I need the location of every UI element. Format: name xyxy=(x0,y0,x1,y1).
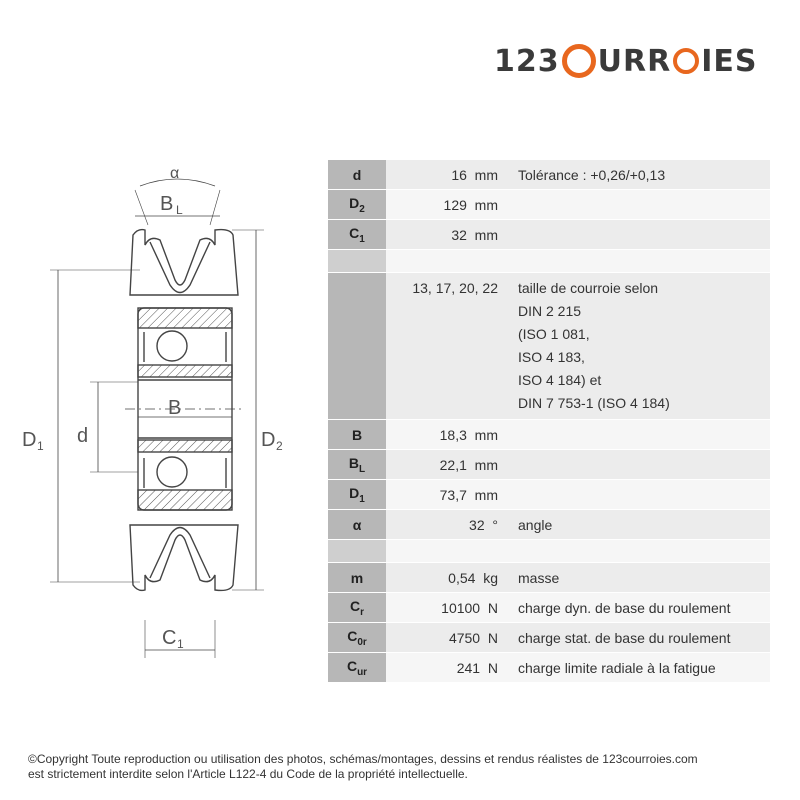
spec-value xyxy=(386,653,508,683)
spec-key-subscript: ur xyxy=(357,666,368,678)
spec-value-text: 10100 xyxy=(441,599,481,616)
specification-table xyxy=(328,160,770,683)
spec-row xyxy=(328,160,770,190)
pulley-bearing-drawing xyxy=(20,150,310,670)
label-bl-sub: L xyxy=(176,203,183,217)
label-d: d xyxy=(77,425,89,447)
spec-key xyxy=(328,593,386,623)
spec-value xyxy=(386,510,508,540)
spec-value xyxy=(386,220,508,250)
spec-value-text: 4750 xyxy=(448,629,481,646)
spec-spacer-cell xyxy=(508,250,770,273)
spec-value-text: 22,1 xyxy=(439,456,467,473)
label-d2: D xyxy=(261,429,276,451)
logo-text-middle: URR xyxy=(597,43,672,79)
label-c1: C xyxy=(162,627,177,649)
spec-key-subscript: r xyxy=(360,606,365,618)
label-b: B xyxy=(168,397,182,419)
spec-description-line: ISO 4 183, xyxy=(518,349,585,365)
spec-description: charge limite radiale à la fatigue xyxy=(508,653,770,683)
spec-key-text: B xyxy=(351,426,363,443)
spec-spacer-cell xyxy=(328,250,386,273)
spec-key-text: B xyxy=(348,454,359,471)
spec-unit: mm xyxy=(474,166,498,183)
spec-unit: mm xyxy=(474,226,498,243)
spec-description xyxy=(508,420,770,450)
spec-key xyxy=(328,190,386,220)
spec-value-text: 18,3 xyxy=(439,426,467,443)
spec-value xyxy=(386,273,508,420)
spec-value xyxy=(386,563,508,593)
spec-unit: mm xyxy=(474,426,498,443)
spec-key xyxy=(328,450,386,480)
spec-unit: mm xyxy=(474,486,498,503)
spec-key xyxy=(328,160,386,190)
spec-spacer-row xyxy=(328,540,770,563)
spec-description: Tolérance : +0,26/+0,13 xyxy=(508,160,770,190)
spec-description-line: DIN 7 753-1 (ISO 4 184) xyxy=(518,395,670,411)
spec-value-text: 129 xyxy=(443,196,467,213)
spec-unit: kg xyxy=(483,569,498,586)
spec-value xyxy=(386,480,508,510)
spec-key xyxy=(328,510,386,540)
spec-spacer-cell xyxy=(328,540,386,563)
spec-description: angle xyxy=(508,510,770,540)
spec-row xyxy=(328,450,770,480)
spec-row xyxy=(328,190,770,220)
logo-text-suffix: IES xyxy=(701,43,758,79)
spec-description-line: ISO 4 184) et xyxy=(518,372,602,388)
spec-description xyxy=(508,480,770,510)
spec-description: charge stat. de base du roulement xyxy=(508,623,770,653)
spec-value xyxy=(386,190,508,220)
spec-key-text: α xyxy=(352,516,362,533)
spec-key xyxy=(328,653,386,683)
label-c1-sub: 1 xyxy=(177,637,184,651)
spec-description-line: (ISO 1 081, xyxy=(518,326,590,342)
spec-value-text: 13, 17, 20, 22 xyxy=(412,280,498,296)
label-d1-sub: 1 xyxy=(37,439,44,453)
spec-key-text: m xyxy=(350,569,364,586)
spec-description xyxy=(508,450,770,480)
spec-unit: ° xyxy=(492,516,498,533)
spec-description: masse xyxy=(508,563,770,593)
spec-key-text: C xyxy=(349,224,360,241)
logo-ring-small-icon xyxy=(673,48,699,74)
spec-value-text: 32 xyxy=(451,226,467,243)
spec-key-subscript: L xyxy=(359,463,366,475)
spec-description-line: DIN 2 215 xyxy=(518,303,582,319)
spec-row xyxy=(328,273,770,420)
spec-key xyxy=(328,623,386,653)
spec-unit: N xyxy=(487,659,498,676)
spec-description xyxy=(508,190,770,220)
spec-key-text: d xyxy=(352,166,362,183)
spec-spacer-row xyxy=(328,250,770,273)
spec-description xyxy=(508,273,770,420)
spec-unit: N xyxy=(487,599,498,616)
spec-key-text: D xyxy=(349,194,360,211)
spec-row xyxy=(328,653,770,683)
copyright-line-1: ©Copyright Toute reproduction ou utilisation des photos, schémas/montages, dessins et rendus réalistes de 123courroies.com xyxy=(28,752,698,766)
spec-key-text: C xyxy=(346,657,358,674)
spec-description-line: taille de courroie selon xyxy=(518,280,659,296)
spec-key-subscript: 1 xyxy=(359,493,365,505)
spec-key xyxy=(328,563,386,593)
spec-row xyxy=(328,420,770,450)
spec-key xyxy=(328,420,386,450)
spec-description xyxy=(508,220,770,250)
logo-ring-icon xyxy=(562,44,596,78)
spec-key xyxy=(328,480,386,510)
spec-row xyxy=(328,220,770,250)
spec-value xyxy=(386,623,508,653)
spec-spacer-cell xyxy=(386,540,508,563)
spec-unit: mm xyxy=(474,196,498,213)
spec-value-text: 32 xyxy=(469,516,485,533)
spec-unit: N xyxy=(487,629,498,646)
spec-value xyxy=(386,450,508,480)
spec-value-text: 0,54 xyxy=(448,569,476,586)
label-bl: B xyxy=(160,193,174,215)
spec-value-text: 16 xyxy=(451,166,467,183)
spec-key-text: C xyxy=(347,627,358,644)
label-d2-sub: 2 xyxy=(276,439,283,453)
spec-key-subscript: 0r xyxy=(357,636,367,648)
spec-value xyxy=(386,593,508,623)
spec-description: charge dyn. de base du roulement xyxy=(508,593,770,623)
spec-key-subscript: 2 xyxy=(359,203,365,215)
spec-key-text: D xyxy=(349,484,360,501)
spec-row xyxy=(328,593,770,623)
logo-text-prefix: 123 xyxy=(494,43,560,79)
spec-key-subscript: 1 xyxy=(359,233,365,245)
spec-value xyxy=(386,420,508,450)
spec-key-text: C xyxy=(349,597,361,614)
spec-row xyxy=(328,563,770,593)
spec-row xyxy=(328,480,770,510)
spec-value-text: 73,7 xyxy=(439,486,467,503)
spec-key xyxy=(328,273,386,420)
spec-row xyxy=(328,623,770,653)
spec-spacer-cell xyxy=(508,540,770,563)
spec-value-text: 241 xyxy=(456,659,481,676)
copyright-footer xyxy=(28,752,698,782)
label-d1: D xyxy=(22,429,37,451)
spec-unit: mm xyxy=(474,456,498,473)
copyright-line-2: est strictement interdite selon l'Article L122-4 du Code de la propriété intellectuelle. xyxy=(28,767,468,781)
spec-spacer-cell xyxy=(386,250,508,273)
spec-key xyxy=(328,220,386,250)
label-alpha: α xyxy=(170,165,180,182)
spec-value xyxy=(386,160,508,190)
brand-logo[interactable] xyxy=(494,38,757,84)
spec-row xyxy=(328,510,770,540)
